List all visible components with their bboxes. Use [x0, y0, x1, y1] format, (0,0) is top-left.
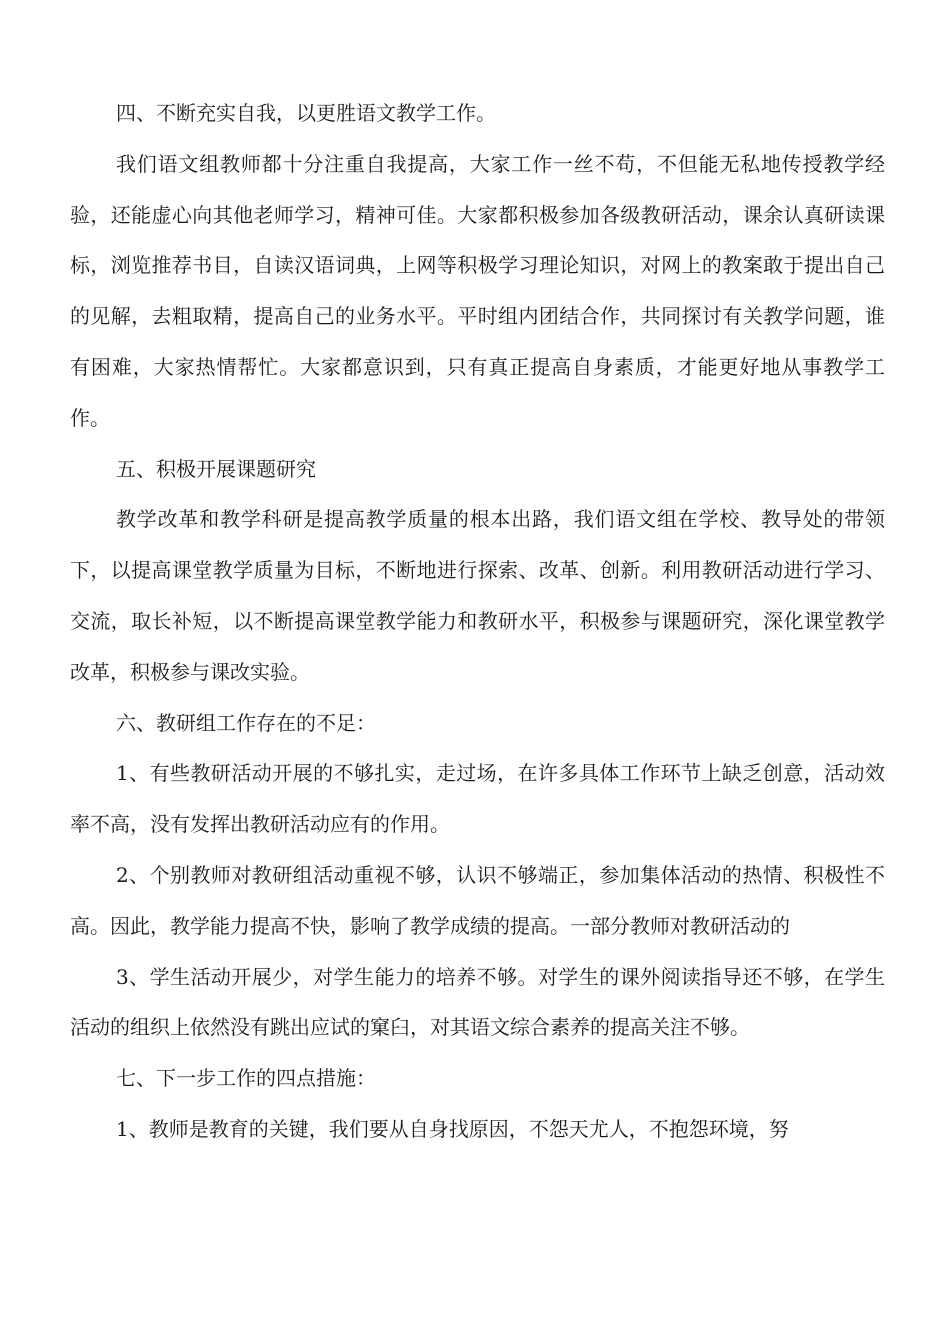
paragraph-shortcoming-3: 3、学生活动开展少，对学生能力的培养不够。对学生的课外阅读指导还不够，在学生活动的组织上依然没有跳出应试的窠臼，对其语文综合素养的提高关注不够。	[70, 964, 885, 1040]
document-body	[70, 88, 885, 1155]
paragraph-shortcoming-1: 1、有些教研活动开展的不够扎实，走过场，在许多具体工作环节上缺乏创意，活动效率不高，没有发挥出教研活动应有的作用。	[70, 761, 885, 837]
paragraph-research: 教学改革和教学科研是提高教学质量的根本出路，我们语文组在学校、教导处的带领下，以提高课堂教学质量为目标，不断地进行探索、改革、创新。利用教研活动进行学习、交流，取长补短，以不断提高课堂教学能力和教研水平，积极参与课题研究，深化课堂教学改革，积极参与课改实验。	[70, 507, 885, 684]
paragraph-self-improvement: 我们语文组教师都十分注重自我提高，大家工作一丝不苟，不但能无私地传授教学经验，还能虚心向其他老师学习，精神可佳。大家都积极参加各级教研活动，课余认真研读课标，浏览推荐书目，自读汉语词典，上网等积极学习理论知识，对网上的教案敢于提出自己的见解，去粗取精，提高自己的业务水平。平时组内团结合作，共同探讨有关教学问题，谁有困难，大家热情帮忙。大家都意识到，只有真正提高自身素质，才能更好地从事教学工作。	[70, 151, 885, 430]
section-heading-4: 四、不断充实自我，以更胜语文教学工作。	[116, 101, 496, 125]
section-heading-7: 七、下一步工作的四点措施：	[116, 1066, 376, 1091]
section-heading-6: 六、教研组工作存在的不足：	[116, 710, 376, 735]
section-heading-5: 五、积极开展课题研究	[116, 456, 316, 481]
paragraph-shortcoming-2: 2、个别教师对教研组活动重视不够，认识不够端正，参加集体活动的热情、积极性不高。因此，教学能力提高不快，影响了教学成绩的提高。一部分教师对教研活动的	[70, 862, 885, 938]
paragraph-measure-1: 1、教师是教育的关键，我们要从自身找原因，不怨天尤人，不抱怨环境，努	[116, 1116, 789, 1141]
